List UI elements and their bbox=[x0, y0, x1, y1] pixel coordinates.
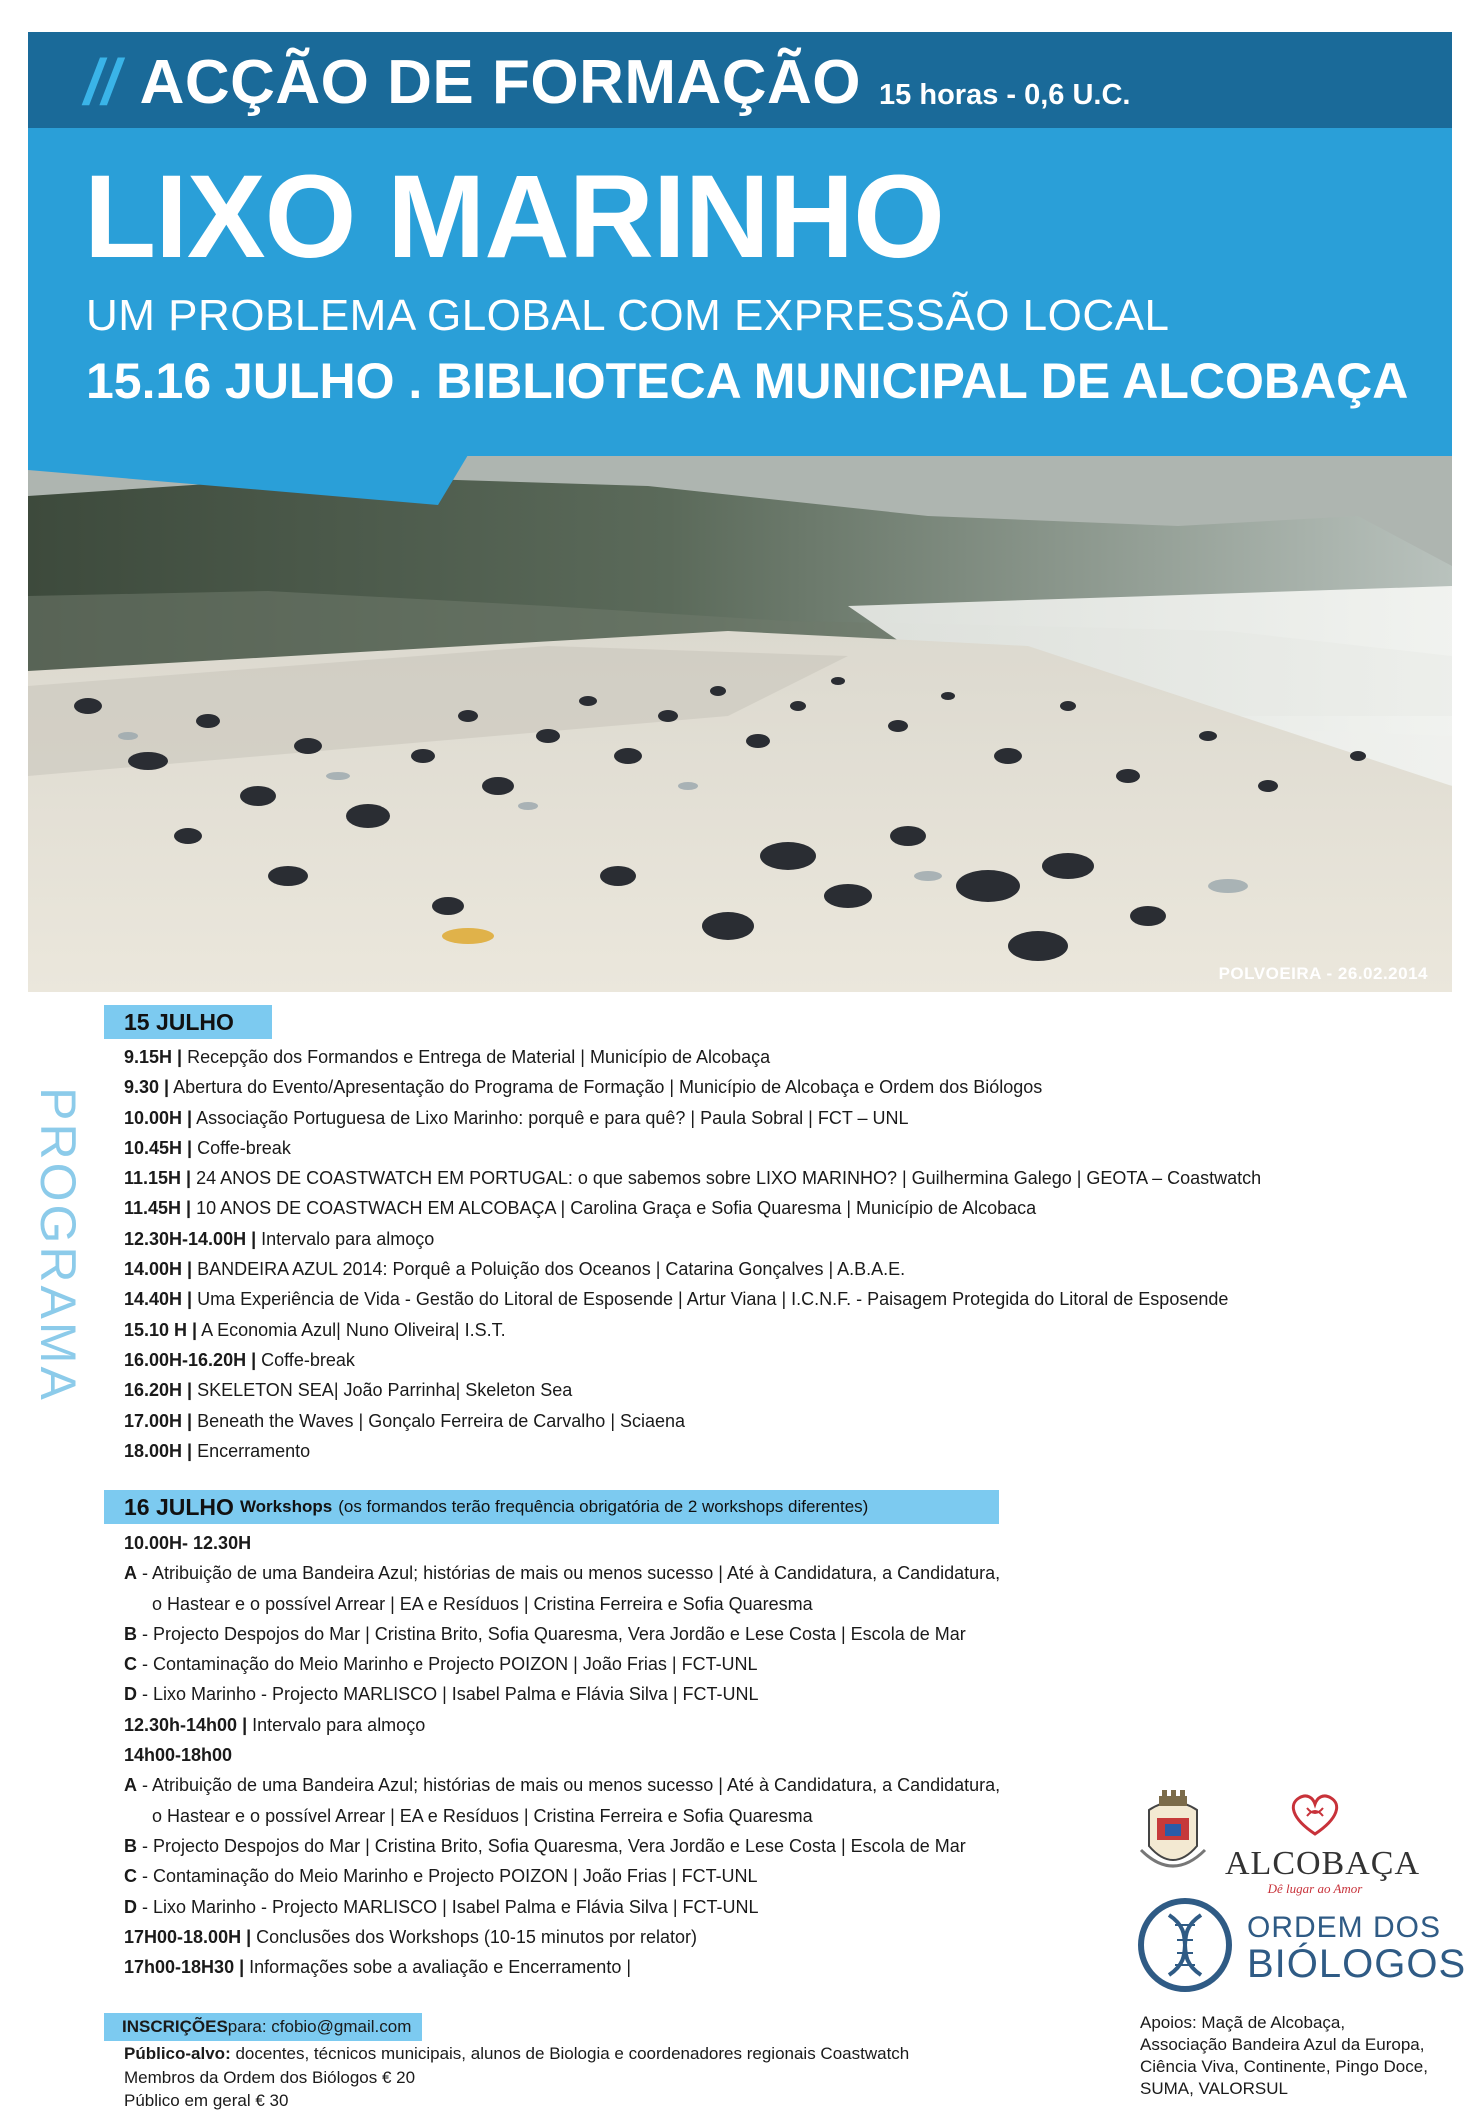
workshop-label: A bbox=[124, 1563, 137, 1584]
workshop-text: - Atribuição de uma Bandeira Azul; histórias de mais ou menos sucesso | Até à Candidatura, a Candidatura, bbox=[137, 1775, 1001, 1796]
schedule-text: Recepção dos Formandos e Entrega de Material | Município de Alcobaça bbox=[182, 1047, 771, 1067]
day2-note: (os formandos terão frequência obrigatória de 2 workshops diferentes) bbox=[338, 1497, 869, 1516]
schedule-text: Abertura do Evento/Apresentação do Programa de Formação | Município de Alcobaça e Ordem dos Biólogos bbox=[169, 1077, 1043, 1098]
workshop-label: 12.30h-14h00 | bbox=[124, 1714, 248, 1735]
apoios-line: SUMA, VALORSUL bbox=[1140, 2079, 1289, 2098]
schedule-text: BANDEIRA AZUL 2014: Porquê a Poluição dos Oceanos | Catarina Gonçalves | A.B.A.E. bbox=[192, 1259, 906, 1280]
programa-label: PROGRAMA bbox=[30, 1087, 87, 1403]
workshop-text: - Atribuição de uma Bandeira Azul; histórias de mais ou menos sucesso | Até à Candidatura, a Candidatura, bbox=[137, 1563, 1001, 1584]
schedule-text: Beneath the Waves | Gonçalo Ferreira de Carvalho | Sciaena bbox=[192, 1410, 686, 1431]
schedule-text: A Economia Azul| Nuno Oliveira| I.S.T. bbox=[197, 1319, 506, 1340]
beach-photo bbox=[28, 456, 1452, 992]
schedule-time: 10.45H | bbox=[124, 1137, 193, 1158]
header-hours: 15 horas - 0,6 U.C. bbox=[879, 79, 1131, 111]
photo-caption: POLVOEIRA - 26.02.2014 bbox=[1218, 964, 1428, 983]
programa-side-label bbox=[28, 1075, 88, 1415]
workshop-text: - Contaminação do Meio Marinho e Projecto POIZON | João Frias | FCT-UNL bbox=[137, 1654, 758, 1675]
municipal-crest-icon bbox=[1135, 1790, 1211, 1878]
subtitle: UM PROBLEMA GLOBAL COM EXPRESSÃO LOCAL bbox=[86, 291, 1170, 340]
workshop-row bbox=[124, 1952, 1000, 1982]
workshop-label: B bbox=[124, 1835, 137, 1856]
schedule-time: 17.00H | bbox=[124, 1410, 193, 1431]
day1-schedule bbox=[124, 1042, 1261, 1466]
schedule-row bbox=[124, 1406, 1261, 1436]
schedule-time: 16.20H | bbox=[124, 1380, 193, 1401]
workshop-label: A bbox=[124, 1775, 137, 1796]
workshop-row bbox=[124, 1892, 1000, 1922]
workshop-text: o Hastear e o possível Arrear | EA e Resíduos | Cristina Ferreira e Sofia Quaresma bbox=[152, 1805, 813, 1826]
workshop-row bbox=[124, 1861, 1000, 1891]
ordem-biologos-logo bbox=[1135, 1895, 1467, 1995]
beach-illustration bbox=[28, 456, 1452, 992]
dna-icon bbox=[1135, 1895, 1235, 1995]
ordem-text bbox=[1247, 1913, 1466, 1985]
schedule-row bbox=[124, 1254, 1261, 1284]
schedule-text: Coffe-break bbox=[192, 1137, 291, 1158]
schedule-row bbox=[124, 1072, 1261, 1102]
schedule-text: Associação Portuguesa de Lixo Marinho: porquê e para quê? | Paula Sobral | FCT – UNL bbox=[192, 1107, 909, 1128]
inscricoes-bar bbox=[104, 2013, 422, 2041]
workshop-row bbox=[124, 1831, 1000, 1861]
day2-workshops: Workshops bbox=[239, 1497, 333, 1516]
workshop-label: D bbox=[124, 1896, 137, 1917]
schedule-time: 9.15H | bbox=[124, 1047, 183, 1067]
workshop-row bbox=[124, 1528, 1000, 1558]
apoios-line: Apoios: Maçã de Alcobaça, bbox=[1140, 2013, 1346, 2032]
workshop-label: 17h00-18H30 | bbox=[124, 1957, 245, 1978]
schedule-time: 18.00H | bbox=[124, 1440, 193, 1461]
workshop-text: - Projecto Despojos do Mar | Cristina Brito, Sofia Quaresma, Vera Jordão e Lese Costa | Escola de Mar bbox=[137, 1623, 966, 1644]
inscricoes-email[interactable]: para: cfobio@gmail.com bbox=[227, 2017, 412, 2036]
schedule-text: 24 ANOS DE COASTWATCH EM PORTUGAL: o que sabemos sobre LIXO MARINHO? | Guilhermina Galego | GEOTA – Coastwatch bbox=[191, 1168, 1262, 1189]
day2-header bbox=[104, 1490, 999, 1524]
schedule-row bbox=[124, 1193, 1261, 1223]
schedule-time: 14.00H | bbox=[124, 1259, 193, 1280]
workshop-label: 10.00H- 12.30H bbox=[124, 1533, 252, 1553]
day2-title: 16 JULHO bbox=[124, 1493, 234, 1520]
workshop-label: 17H00-18.00H | bbox=[124, 1926, 252, 1947]
schedule-time: 10.00H | bbox=[124, 1107, 193, 1128]
title-band-wedge bbox=[28, 455, 468, 515]
schedule-row bbox=[124, 1224, 1261, 1254]
heart-icon bbox=[1285, 1790, 1345, 1838]
inscricoes-label: INSCRIÇÕES bbox=[122, 2017, 228, 2036]
schedule-text: Uma Experiência de Vida - Gestão do Litoral de Esposende | Artur Viana | I.C.N.F. - Paisagem Protegida do Litoral de Esposende bbox=[192, 1289, 1229, 1310]
workshop-row bbox=[124, 1710, 1000, 1740]
footer-info bbox=[124, 2042, 909, 2113]
alcobaca-tagline: Dê lugar ao Amor bbox=[1267, 1881, 1363, 1896]
workshop-row bbox=[124, 1558, 1000, 1588]
schedule-text: 10 ANOS DE COASTWACH EM ALCOBAÇA | Carolina Graça e Sofia Quaresma | Município de Alcobaca bbox=[191, 1198, 1037, 1219]
workshop-text: Conclusões dos Workshops (10-15 minutos por relator) bbox=[251, 1926, 697, 1947]
workshop-label: B bbox=[124, 1623, 137, 1644]
apoios-line: Associação Bandeira Azul da Europa, bbox=[1140, 2035, 1425, 2054]
schedule-time: 11.45H | bbox=[124, 1198, 192, 1219]
day1-title: 15 JULHO bbox=[124, 1008, 234, 1035]
schedule-row bbox=[124, 1284, 1261, 1314]
schedule-row bbox=[124, 1042, 1261, 1072]
workshop-label: 14h00-18h00 bbox=[124, 1745, 233, 1766]
schedule-row bbox=[124, 1163, 1261, 1193]
apoios-block bbox=[1140, 2012, 1460, 2100]
schedule-text: SKELETON SEA| João Parrinha| Skeleton Sea bbox=[192, 1380, 573, 1401]
price-membros: Membros da Ordem dos Biólogos € 20 bbox=[124, 2067, 416, 2087]
title-band bbox=[28, 128, 1452, 460]
price-publico: Público em geral € 30 bbox=[124, 2091, 289, 2110]
day1-header bbox=[104, 1005, 272, 1039]
date-place: 15.16 JULHO . BIBLIOTECA MUNICIPAL DE ALCOBAÇA bbox=[86, 353, 1409, 409]
workshop-row bbox=[124, 1922, 1000, 1952]
schedule-time: 14.40H | bbox=[124, 1289, 193, 1310]
schedule-row bbox=[124, 1315, 1261, 1345]
schedule-time: 16.00H-16.20H | bbox=[124, 1349, 257, 1370]
workshop-text: - Contaminação do Meio Marinho e Projecto POIZON | João Frias | FCT-UNL bbox=[137, 1866, 758, 1887]
publico-alvo-line bbox=[124, 2042, 909, 2066]
workshop-text: o Hastear e o possível Arrear | EA e Resíduos | Cristina Ferreira e Sofia Quaresma bbox=[152, 1593, 813, 1614]
workshop-text: Informações sobe a avaliação e Encerramento | bbox=[244, 1957, 632, 1978]
apoios-line: Ciência Viva, Continente, Pingo Doce, bbox=[1140, 2057, 1428, 2076]
header-accao: ACÇÃO DE FORMAÇÃO bbox=[139, 48, 862, 117]
main-title: LIXO MARINHO bbox=[84, 151, 944, 283]
workshop-text: - Lixo Marinho - Projecto MARLISCO | Isabel Palma e Flávia Silva | FCT-UNL bbox=[137, 1896, 759, 1917]
workshop-label: C bbox=[124, 1654, 137, 1675]
workshop-row bbox=[124, 1801, 1000, 1831]
schedule-time: 9.30 | bbox=[124, 1077, 170, 1098]
header-band bbox=[28, 32, 1452, 128]
workshop-row bbox=[124, 1740, 1000, 1770]
workshop-text: - Lixo Marinho - Projecto MARLISCO | Isabel Palma e Flávia Silva | FCT-UNL bbox=[137, 1684, 759, 1705]
workshop-row bbox=[124, 1679, 1000, 1709]
schedule-row bbox=[124, 1345, 1261, 1375]
alcobaca-name: ALCOBAÇA bbox=[1225, 1845, 1421, 1882]
ordem-line2: BIÓLOGOS bbox=[1247, 1942, 1467, 1986]
schedule-row bbox=[124, 1375, 1261, 1405]
workshop-row bbox=[124, 1649, 1000, 1679]
publico-alvo-text: docentes, técnicos municipais, alunos de Biologia e coordenadores regionais Coastwatch bbox=[230, 2044, 910, 2063]
schedule-row bbox=[124, 1133, 1261, 1163]
schedule-row bbox=[124, 1436, 1261, 1466]
schedule-time: 11.15H | bbox=[124, 1168, 192, 1189]
schedule-text: Intervalo para almoço bbox=[256, 1228, 435, 1249]
workshop-label: C bbox=[124, 1866, 137, 1887]
schedule-time: 15.10 H | bbox=[124, 1319, 198, 1340]
workshop-row bbox=[124, 1589, 1000, 1619]
workshop-text: Intervalo para almoço bbox=[247, 1714, 426, 1735]
workshop-label: D bbox=[124, 1684, 137, 1705]
workshop-row bbox=[124, 1619, 1000, 1649]
workshop-row bbox=[124, 1770, 1000, 1800]
schedule-text: Encerramento bbox=[192, 1440, 311, 1461]
schedule-row bbox=[124, 1103, 1261, 1133]
alcobaca-logo bbox=[1225, 1790, 1421, 1897]
header-slashes: // bbox=[84, 46, 120, 118]
publico-alvo-label: Público-alvo: bbox=[124, 2044, 231, 2063]
schedule-time: 12.30H-14.00H | bbox=[124, 1228, 257, 1249]
ordem-line1: ORDEM DOS bbox=[1247, 1911, 1442, 1944]
schedule-text: Coffe-break bbox=[256, 1349, 355, 1370]
day2-schedule bbox=[124, 1528, 1000, 1982]
workshop-text: - Projecto Despojos do Mar | Cristina Brito, Sofia Quaresma, Vera Jordão e Lese Costa | Escola de Mar bbox=[137, 1835, 966, 1856]
